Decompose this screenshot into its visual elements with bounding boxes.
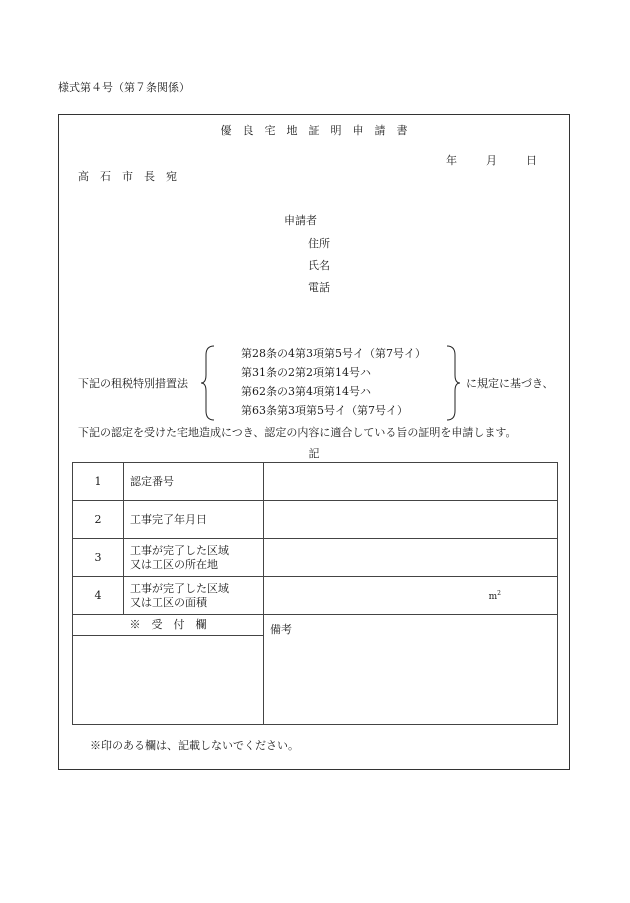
- receipt-header: ※ 受 付 欄: [73, 615, 263, 636]
- location-field[interactable]: [264, 539, 558, 577]
- remarks-field[interactable]: [264, 615, 558, 725]
- footnote: ※印のある欄は、記載しないでください。: [90, 739, 299, 752]
- address-label: 住所: [308, 237, 330, 250]
- row-label-line: 工事が完了した区域: [130, 581, 229, 595]
- addressee: 高 石 市 長 宛: [78, 170, 177, 183]
- tax-article: 第63条第3項第5号イ（第7号イ）: [241, 404, 408, 417]
- table-row: [73, 501, 558, 539]
- form-title: 優 良 宅 地 証 明 申 請 書: [220, 124, 408, 137]
- tax-article: 第28条の4第3項第5号イ（第7号イ）: [241, 347, 426, 360]
- table-row: [73, 577, 558, 615]
- date-month-label: 月: [486, 154, 497, 167]
- row-number: 3: [73, 539, 124, 577]
- tax-clause-suffix: に規定に基づき、: [466, 377, 554, 390]
- right-brace: [445, 345, 461, 421]
- applicant-heading: 申請者: [284, 214, 317, 227]
- row-label: [124, 463, 264, 501]
- row-label-line: 工事完了年月日: [130, 512, 207, 526]
- details-table: [72, 462, 558, 725]
- receipt-area: [73, 636, 263, 724]
- request-statement: 下記の認定を受けた宅地造成につき、認定の内容に適合している旨の証明を申請します。: [78, 426, 517, 439]
- phone-label: 電話: [308, 281, 330, 294]
- row-number: 2: [73, 501, 124, 539]
- row-label-line: 又は工区の面積: [130, 595, 207, 609]
- date-day-label: 日: [526, 154, 537, 167]
- completion-date-field[interactable]: [264, 501, 558, 539]
- square-meter-unit: $m^2$: [488, 590, 501, 602]
- name-label: 氏名: [308, 259, 330, 272]
- date-year-label: 年: [446, 154, 457, 167]
- form-label: 様式第４号（第７条関係）: [58, 81, 190, 94]
- remarks-label: 備考: [270, 623, 292, 636]
- area-field[interactable]: [264, 577, 558, 615]
- table-row: [73, 463, 558, 501]
- date-line: [446, 154, 537, 168]
- row-label-line: 認定番号: [130, 474, 174, 488]
- row-label-line: 工事が完了した区域: [130, 543, 229, 557]
- tax-article: 第62条の3第4項第14号ハ: [241, 385, 371, 398]
- row-label-line: 又は工区の所在地: [130, 557, 218, 571]
- row-number: 4: [73, 577, 124, 615]
- table-row: [73, 539, 558, 577]
- tax-article: 第31条の2第2項第14号ハ: [241, 366, 371, 379]
- certification-number-field[interactable]: [264, 463, 558, 501]
- row-label: [124, 577, 264, 615]
- ki-label: 記: [308, 447, 320, 460]
- receipt-section: [73, 615, 264, 725]
- row-label: [124, 539, 264, 577]
- row-number: 1: [73, 463, 124, 501]
- left-brace: [200, 345, 216, 421]
- tax-clause-prefix: 下記の租税特別措置法: [78, 377, 188, 390]
- row-label: [124, 501, 264, 539]
- table-row: [73, 615, 558, 725]
